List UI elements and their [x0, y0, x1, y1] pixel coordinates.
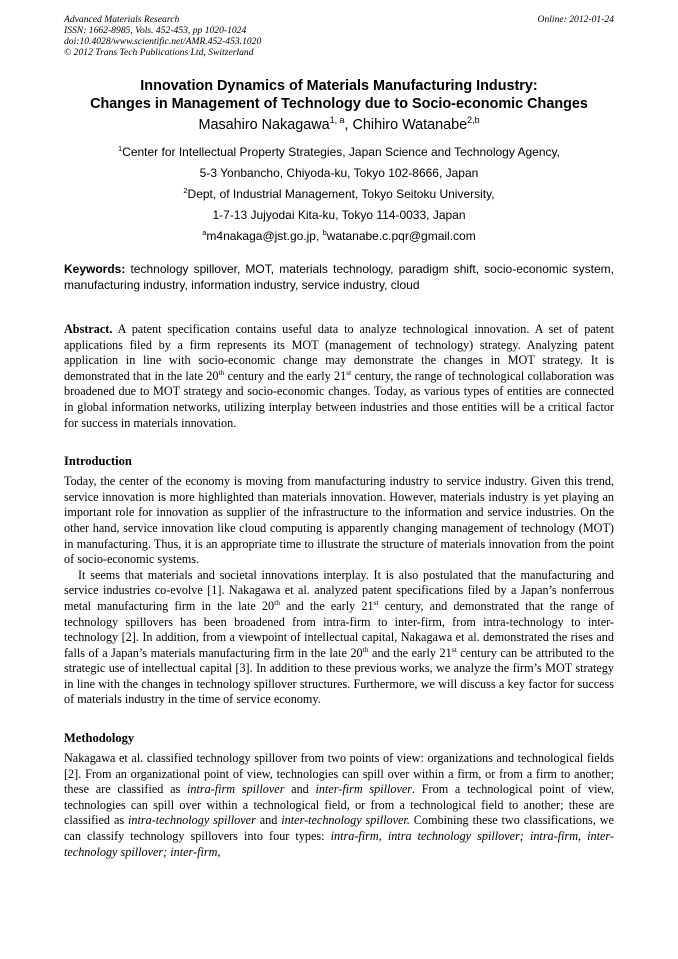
abstract — [64, 322, 614, 431]
intro-p2-text-3: century, and demonstrated that the range of technology spillovers has been broadened from intra-firm to inter-firm, from intra-technology to inter-technology [2]. In addition, from a viewpoint of intellectual capital, Nakagawa et al. demonstrated the rises and falls of a Japan’s materials manufacturing firm in the late 20 — [64, 598, 615, 660]
introduction-paragraph-1: Today, the center of the economy is moving from manufacturing industry to service industry. Given this trend, service innovation is more highlighted than materials innovation. However, materials industry is yet playing an important role for innovation as supplier of the infrastructure to the information and service industries. On the other hand, service innovation like cloud computing is apparently changing management of technology (MOT) in manufacturing. Thus, it is an appropriate time to illustrate the structure of materials innovation from the point of socio-economic systems. — [64, 474, 614, 567]
affiliation-1-line-2: 5-3 Yonbancho, Chiyoda-ku, Tokyo 102-8666, Japan — [199, 166, 479, 180]
introduction-paragraph-2 — [64, 568, 614, 708]
paper-title — [64, 77, 614, 113]
intro-p2-sup-1: th — [274, 597, 280, 607]
paper-page — [64, 14, 614, 860]
term-four-types: intra-firm, intra technology spillover; intra-firm, inter-technology spillover; inter-firm, — [64, 829, 614, 859]
title-line-1: Innovation Dynamics of Materials Manufacturing Industry: — [140, 78, 538, 94]
affil-1-name: Center for Intellectual Property Strategies, Japan Science and Technology Agency, — [122, 145, 560, 159]
intro-p2-text-4: and the early 21 — [368, 645, 452, 660]
affiliation-2-line-1 — [64, 184, 614, 205]
keywords — [64, 262, 614, 293]
intro-p2-sup-4: st — [451, 644, 457, 654]
affil-2-name: Dept, of Industrial Management, Tokyo Seitoku University, — [187, 187, 495, 201]
intro-p2-sup-3: th — [362, 644, 369, 654]
term-intra-technology-spillover: intra-technology spillover — [128, 813, 256, 828]
affiliation-2-line-2: 1-7-13 Jujyodai Kita-ku, Tokyo 114-0033, Japan — [212, 208, 466, 222]
author-1-affil-mark: 1, a — [329, 115, 345, 126]
intro-p2-sup-2: st — [373, 597, 379, 607]
methodology-paragraph — [64, 751, 614, 860]
journal-header — [64, 14, 614, 58]
abstract-text-3: century, the range of technological collaboration was broadened due to MOT strategy and socio-economic changes. Today, as various types of entities are connected in global information networks, utilizing interplay between industries and those entities will be a critical factor for success in materials innovation. — [64, 368, 614, 430]
intro-p2-text-5: century can be attributed to the strategic use of intellectual capital [3]. In addition to these previous works, we analyze the firm’s MOT strategy in line with the changes in technology spillover structures. Furthermore, we will discuss a key factor for success of materials industry in the time of service economy. — [64, 645, 614, 707]
author-emails — [64, 226, 614, 247]
author-2-affil-mark: 2,b — [467, 115, 480, 126]
doi-line: doi:10.4028/www.scientific.net/AMR.452-453.1020 — [64, 36, 262, 47]
author-1: Masahiro Nakagawa — [198, 117, 330, 133]
term-inter-technology-spillover: inter-technology spillover. — [281, 813, 410, 828]
email-mark-b: b — [322, 228, 327, 237]
author-list — [64, 115, 614, 135]
email-1: m4nakaga@jst.go.jp, — [206, 229, 323, 243]
online-date: Online: 2012-01-24 — [537, 14, 614, 25]
method-text-3: . From a technological point of view, technologies can spill over within a technological field, or from a technological field to another; these are classified as — [64, 782, 614, 828]
introduction-heading: Introduction — [64, 454, 132, 469]
affiliations — [64, 142, 614, 247]
term-intra-firm-spillover: intra-firm spillover — [186, 782, 285, 797]
keywords-text: technology spillover, MOT, materials technology, paradigm shift, socio-economic system, manufacturing industry, information industry, service industry, cloud — [64, 262, 614, 292]
email-2: watanabe.c.pqr@gmail.com — [326, 229, 476, 243]
intro-p2-text-1: It seems that materials and societal innovations interplay. It is also postulated that the manufacturing and service industries co-evolve [1]. Nakagawa et al. analyzed patent specifications filed by a Japan’s nonferrous metal manufacturing firm in the late 20 — [64, 567, 614, 613]
affiliation-1-line-1 — [64, 142, 614, 163]
affil-mark-2: 2 — [183, 186, 188, 195]
abstract-label: Abstract. — [64, 322, 113, 336]
intro-p2-text-2: and the early 21 — [279, 598, 374, 613]
term-inter-firm-spillover: inter-firm spillover — [315, 782, 413, 797]
issn-line: ISSN: 1662-8985, Vols. 452-453, pp 1020-1024 — [64, 25, 247, 36]
method-text-5: Combining these two classifications, we can classify technology spillovers into four types: — [64, 813, 614, 844]
title-line-2: Changes in Management of Technology due to Socio-economic Changes — [90, 96, 588, 112]
author-2: Chihiro Watanabe — [352, 117, 468, 133]
method-text-4: and — [255, 813, 282, 828]
affil-mark-1: 1 — [118, 144, 123, 153]
email-mark-a: a — [202, 228, 207, 237]
abstract-text-2: century and the early 21 — [224, 368, 347, 383]
copyright-line: © 2012 Trans Tech Publications Ltd, Switzerland — [64, 47, 254, 58]
journal-name: Advanced Materials Research — [64, 14, 180, 25]
abstract-sup-2: st — [346, 367, 352, 377]
abstract-sup-1: th — [218, 367, 225, 377]
method-text-1: Nakagawa et al. classified technology spillover from two points of view: organizations and technological fields [2]. From an organizational point of view, technologies can spill over within a firm, or from a firm to another; these are classified as — [64, 751, 614, 797]
author-separator: , — [344, 117, 353, 133]
method-text-2: and — [284, 782, 316, 797]
abstract-text-1: A patent specification contains useful data to analyze technological innovation. A set of patent applications filed by a firm represents its MOT (management of technology) strategy. Analyzing patent application in line with socio-economic change may demonstrate the changes in MOT strategy. It is demonstrated that in the late 20 — [64, 322, 614, 383]
keywords-label: Keywords: — [64, 262, 126, 276]
methodology-heading: Methodology — [64, 731, 135, 746]
